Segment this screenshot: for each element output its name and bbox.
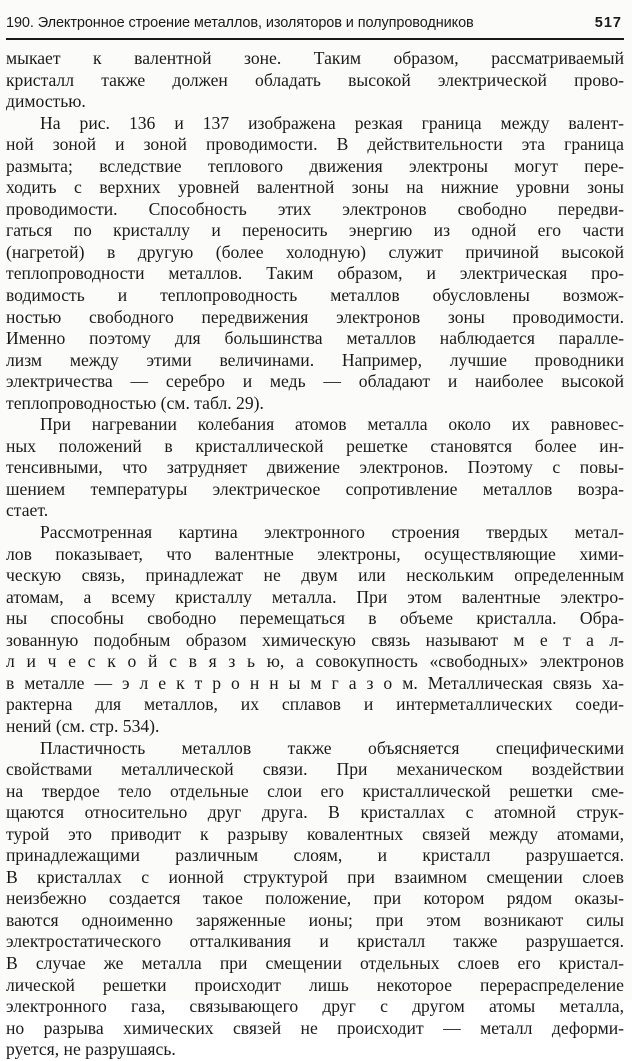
text-line: ностью свободного передвижения электронов зоны проводимости.	[6, 306, 624, 327]
text-line: ваются одноименно заряженные ионы; при этом возникают силы	[6, 909, 624, 930]
text-line: ходить с верхних уровней валентной зоны на нижние уровни зоны	[6, 177, 624, 198]
text-line: кристалл также должен обладать высокой электрической прово-	[6, 69, 624, 90]
running-header	[6, 10, 624, 40]
text-line: В случае же металла при смещении отдельных слоев его кристал-	[6, 952, 624, 973]
text-line: турой это приводит к разрыву ковалентных связей между атомами,	[6, 823, 624, 844]
text-line: (нагретой) в другую (более холодную) служит причиной высокой	[6, 241, 624, 262]
text-line: Рассмотренная картина электронного строения твердых метал-	[40, 522, 624, 543]
text-line: атомам, а всему кристаллу металла. При этом валентные электро-	[6, 586, 624, 607]
text-line: электронного газа, связывающего друг с другом атомы металла,	[6, 996, 624, 1017]
text-line: тенсивными, что затрудняет движение электронов. Поэтому с повы-	[6, 457, 624, 478]
text-line: ных положений в кристаллической решетке становятся более ин-	[6, 435, 624, 456]
text-line: руется, не разрушаясь.	[6, 1039, 176, 1060]
text-line: лической решетки происходит лишь некоторое перераспределение	[6, 974, 624, 995]
paragraph	[6, 48, 624, 113]
text-line: На рис. 136 и 137 изображена резкая граница между валент-	[40, 112, 624, 133]
body-text	[6, 48, 624, 1061]
text-line: Именно поэтому для большинства металлов наблюдается паралле-	[6, 328, 624, 349]
text-line: теплопроводности металлов. Таким образом, и электрическая про-	[6, 263, 624, 284]
text-line: димостью.	[6, 91, 86, 112]
text-line: проводимости. Способность этих электронов свободно передви-	[6, 198, 624, 219]
paragraph	[6, 113, 624, 415]
page-number: 517	[594, 15, 622, 31]
section-title: 190. Электронное строение металлов, изоляторов и полупроводников	[6, 15, 474, 31]
text-line: При нагревании колебания атомов металла около их равновес-	[40, 414, 624, 435]
text-line: лизм между этими величинами. Например, лучшие проводники	[6, 349, 624, 370]
text-line: электростатического отталкивания и кристалл также разрушается.	[6, 931, 624, 952]
text-line: теплопроводностью (см. табл. 29).	[6, 392, 264, 413]
paragraph	[6, 522, 624, 737]
text-line: щаются относительно друг друга. В кристаллах с атомной струк-	[6, 802, 624, 823]
text-line: В кристаллах с ионной структурой при взаимном смещении слоев	[6, 866, 624, 887]
paragraph	[6, 738, 624, 1061]
text-line: мыкает к валентной зоне. Таким образом, рассматриваемый	[6, 48, 624, 68]
paragraph	[6, 414, 624, 522]
text-line: на твердое тело отдельные слои его кристаллической решетки сме-	[6, 780, 624, 801]
text-line: стает.	[6, 500, 49, 521]
text-line: нений (см. стр. 534).	[6, 715, 160, 736]
text-line: л и ч е с к о й с в я з ь ю, а совокупность «свободных» электронов	[6, 651, 624, 672]
text-line: ны способны свободно перемещаться в объеме кристалла. Обра-	[6, 608, 624, 629]
text-line: в металле — э л е к т р о н н ы м г а з о м. Металлическая связь ха-	[6, 672, 624, 693]
text-line: шением температуры электрическое сопротивление металлов возра-	[6, 478, 624, 499]
text-line: лов показывает, что валентные электроны, осуществляющие хими-	[6, 543, 624, 564]
text-line: гаться по кристаллу и переносить энергию из одной его части	[6, 220, 624, 241]
text-line: ческую связь, принадлежат не двум или нескольким определенным	[6, 565, 624, 586]
text-line: принадлежащими различным слоям, и кристалл разрушается.	[6, 845, 624, 866]
text-line: свойствами металлической связи. При механическом воздействии	[6, 759, 624, 780]
text-line: электричества — серебро и медь — обладают и наиболее высокой	[6, 371, 624, 392]
text-line: Пластичность металлов также объясняется специфическими	[40, 737, 624, 758]
text-line: ной зоной и зоной проводимости. В действительности эта граница	[6, 134, 624, 155]
text-line: неизбежно создается такое положение, при котором рядом оказы-	[6, 888, 624, 909]
text-line: рактерна для металлов, их сплавов и интерметаллических соеди-	[6, 694, 624, 715]
text-line: зованную подобным образом химическую связь называют м е т а л-	[6, 629, 624, 650]
text-line: но разрыва химических связей не происходит — металл деформи-	[6, 1017, 624, 1038]
text-line: размыта; вследствие теплового движения электроны могут пере-	[6, 155, 624, 176]
text-line: водимость и теплопроводность металлов обусловлены возмож-	[6, 285, 624, 306]
